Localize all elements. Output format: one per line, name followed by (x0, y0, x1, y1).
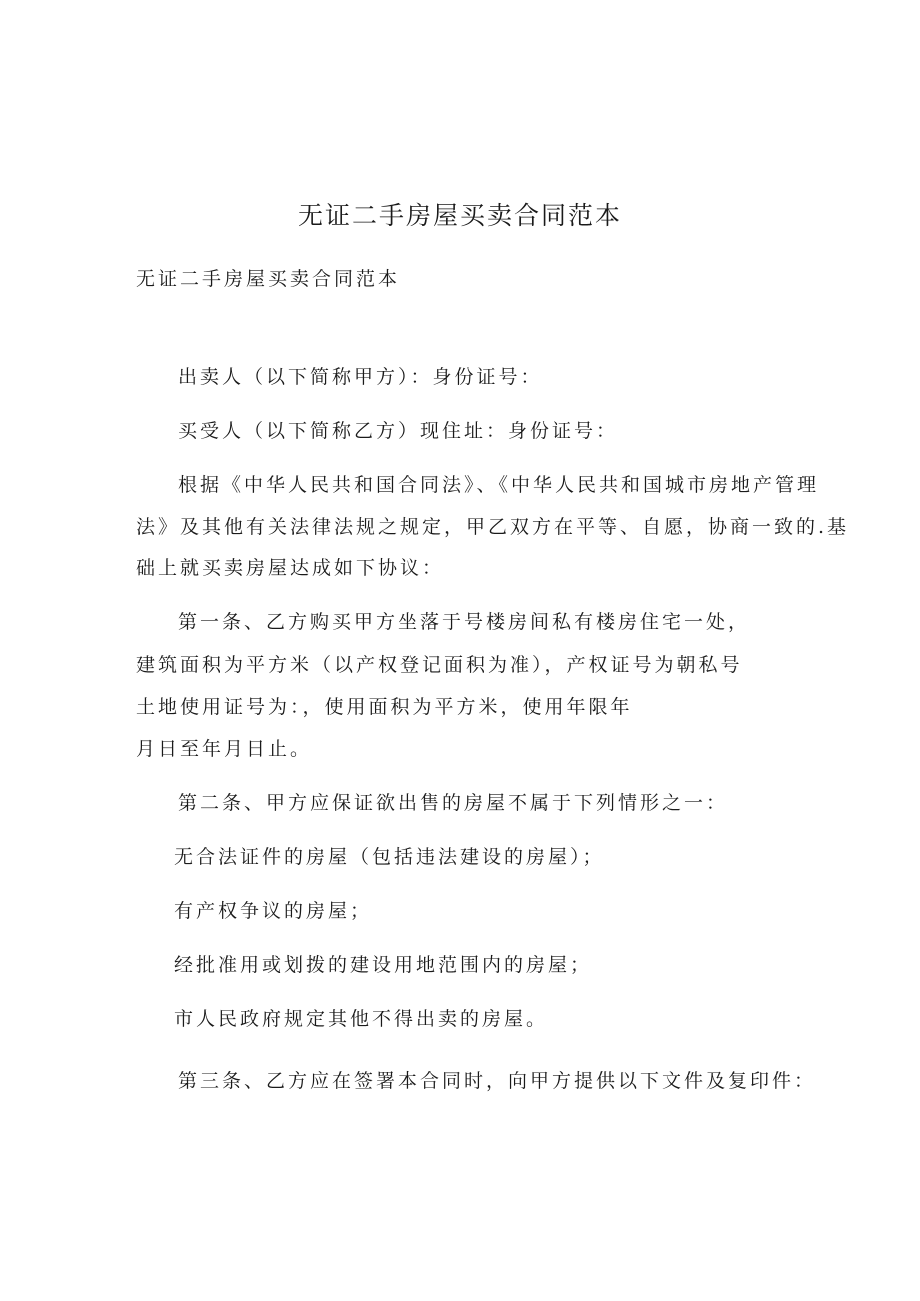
document-subtitle: 无证二手房屋买卖合同范本 (136, 268, 401, 290)
seller-line: 出卖人（以下简称甲方）：身份证号： (178, 366, 543, 388)
article3-heading: 第三条、乙方应在签署本合同时，向甲方提供以下文件及复印件： (178, 1070, 817, 1092)
article2-item-4: 市人民政府规定其他不得出卖的房屋。 (174, 1008, 549, 1030)
document-title: 无证二手房屋买卖合同范本 (297, 201, 622, 230)
article2-item-1: 无合法证件的房屋（包括违法建设的房屋）； (174, 846, 605, 868)
article1-line-1: 第一条、乙方购买甲方坐落于号楼房间私有楼房住宅一处， (178, 611, 751, 633)
article2-item-2: 有产权争议的房屋； (174, 900, 373, 922)
preamble-line-1: 根据《中华人民共和国合同法》、《中华人民共和国城市房地产管理 (178, 474, 820, 496)
preamble-line-2: 法》及其他有关法律法规之规定，甲乙双方在平等、自愿，协商一致的.基 (136, 516, 850, 538)
article2-heading: 第二条、甲方应保证欲出售的房屋不属于下列情形之一： (178, 792, 729, 814)
article1-line-4: 月日至年月日止。 (136, 738, 313, 760)
preamble-line-3: 础上就买卖房屋达成如下协议： (136, 557, 445, 579)
article1-line-3: 土地使用证号为：，使用面积为平方米，使用年限年 (136, 696, 633, 718)
article1-line-2: 建筑面积为平方米（以产权登记面积为准），产权证号为朝私号 (136, 654, 743, 676)
article2-item-3: 经批准用或划拨的建设用地范围内的房屋； (174, 954, 593, 976)
buyer-line: 买受人（以下简称乙方）现住址：身份证号： (178, 420, 619, 442)
